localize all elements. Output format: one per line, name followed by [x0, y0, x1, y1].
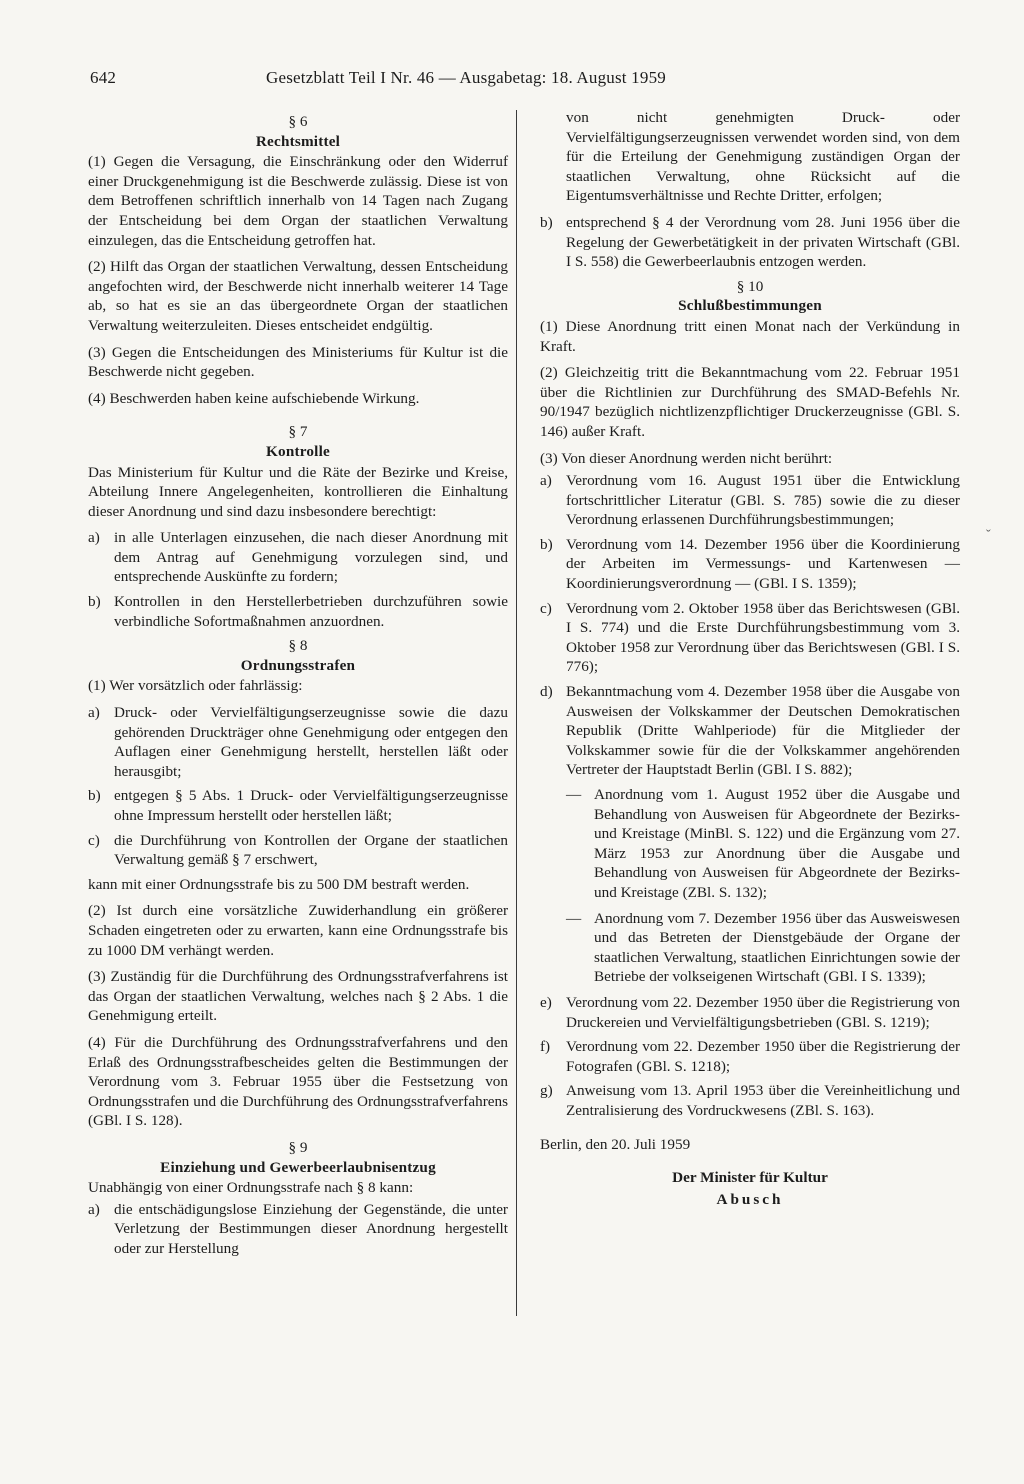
column-divider [516, 110, 517, 1316]
paragraph: (3) Gegen die Entscheidungen des Ministeriums für Kultur ist die Beschwerde nicht gegeben. [88, 343, 508, 381]
list-label: a) [540, 472, 552, 490]
list-item [88, 786, 508, 825]
paragraph: kann mit einer Ordnungsstrafe bis zu 500 DM bestraft werden. [88, 875, 470, 893]
list-item [88, 528, 508, 587]
list-item [540, 471, 960, 530]
list-item [88, 703, 508, 781]
list-item [88, 592, 508, 631]
list-text: entsprechend § 4 der Verordnung vom 28. Juni 1956 über die Regelung der Gewerbetätigkeit in der privaten Wirtschaft (GBl. I S. 558) die Gewerbeerlaubnis entzogen werden. [566, 213, 960, 271]
list-text: Verordnung vom 16. August 1951 über die Entwicklung fortschrittlicher Literatur (GBl. S. 785) sowie die zu dieser Verordnung erlassenen Durchführungsbestimmungen; [566, 472, 960, 529]
gazette-title: Gesetzblatt Teil I Nr. 46 — Ausgabetag: 18. August 1959 [266, 68, 666, 87]
list-label: b) [88, 593, 101, 611]
margin-mark-icon: ˇ [986, 528, 991, 543]
right-column [540, 108, 960, 1209]
paragraph: (3) Zuständig für die Durchführung des Ordnungsstrafverfahrens ist das Organ der staatlichen Verwaltung, welches nach § 2 Abs. 1 die Genehmigung erteilt. [88, 968, 508, 1025]
list-text: Anordnung vom 1. August 1952 über die Ausgabe und Behandlung von Ausweisen für Abgeordnete der Bezirks- und Kreistage (MinBl. S. 122) und die Ergänzung vom 27. März 1953 zur Anordnung über die Ausgabe und Behandlung von Ausweisen für Abgeordnete der Bezirks- und Kreistage (ZBl. S. 132); [594, 786, 960, 901]
list-text: die Durchführung von Kontrollen der Organe der staatlichen Verwaltung gemäß § 7 erschwert, [114, 831, 508, 869]
list-item [540, 599, 960, 677]
list-item [540, 682, 960, 780]
list-text: Druck- oder Vervielfältigungserzeugnisse sowie die dazu gehörenden Druckträger ohne Genehmigung oder entgegen den Auflagen einer Genehmigung herstellt, herstellen läßt oder herausgibt; [114, 704, 508, 780]
list-text: Verordnung vom 22. Dezember 1950 über die Registrierung von Druckereien und Vervielfältigungsbetrieben (GBl. S. 1219); [566, 993, 960, 1031]
paragraph: (1) Gegen die Versagung, die Einschränkung oder den Widerruf einer Druckgenehmigung ist die Beschwerde zulässig. Diese ist von dem Betroffenen schriftlich innerhalb von 14 Tagen nach Zugang der Entscheidung bei dem Organ der staatlichen Verwaltung einzulegen, das die Entscheidung getroffen hat. [88, 153, 508, 249]
list-text: Verordnung vom 22. Dezember 1950 über die Registrierung der Fotografen (GBl. S. 1218); [566, 1038, 960, 1075]
list-item [540, 993, 960, 1032]
list-label: f) [540, 1038, 551, 1056]
list-item [88, 831, 508, 870]
dash-label: — [566, 786, 582, 803]
list-label: b) [540, 535, 553, 553]
list-label: b) [540, 213, 553, 231]
dash-label: — [566, 909, 582, 927]
paragraph: (1) Wer vorsätzlich oder fahrlässig: [88, 677, 303, 695]
list-text: Anweisung vom 13. April 1953 über die Vereinheitlichung und Zentralisierung des Vordruckwesens (ZBl. S. 163). [566, 1082, 960, 1119]
list-item [540, 1037, 960, 1076]
paragraph: (2) Hilft das Organ der staatlichen Verwaltung, dessen Entscheidung angefochten wird, der Beschwerde nicht innerhalb weiterer 14 Tage ab, so hat es sie an das übergeordnete Organ der staatlichen Verwaltung weiterzuleiten. Dieses entscheidet endgültig. [88, 258, 508, 334]
list-text: Anordnung vom 7. Dezember 1956 über das Ausweiswesen und das Betreten der Dienstgebäude der Organe der staatlichen Verwaltung, staatlichen Einrichtungen sowie der Betriebe der volkseigenen Wirtschaft (GBl. I S. 1339); [594, 909, 960, 986]
paragraph: (4) Beschwerden haben keine aufschiebende Wirkung. [88, 389, 420, 407]
list-label: b) [88, 787, 101, 805]
paragraph: (3) Von dieser Anordnung werden nicht berührt: [540, 449, 833, 467]
section-title: Schlußbestimmungen [678, 297, 822, 315]
list-label: d) [540, 683, 553, 701]
section-number: § 8 [288, 637, 308, 655]
list-text: in alle Unterlagen einzusehen, die nach dieser Anordnung mit dem Antrag auf Genehmigung vorzulegen sind, und entsprechende Auskünfte zu fordern; [114, 529, 508, 586]
section-number: § 6 [288, 113, 308, 130]
list-label: a) [88, 529, 100, 547]
list-item [540, 213, 960, 272]
paragraph: (2) Gleichzeitig tritt die Bekanntmachung vom 22. Februar 1951 über die Richtlinien zur Durchführung des SMAD-Befehls Nr. 90/1947 bezüglich nichtlizenzpflichtiger Druckerzeugnisse (GBl. S. 146) außer Kraft. [540, 364, 960, 440]
list-text: Verordnung vom 2. Oktober 1958 über das Berichtswesen (GBl. I S. 774) und die Erste Durchführungsbestimmung vom 3. Oktober 1958 zur Verordnung über das Berichtswesen (GBl. I S. 776); [566, 599, 960, 676]
section-title: Rechtsmittel [255, 132, 341, 150]
section-title: Kontrolle [266, 442, 330, 460]
section-title: Einziehung und Gewerbeerlaubnisentzug [160, 1158, 436, 1176]
sub-list-item [566, 909, 960, 987]
paragraph: Unabhängig von einer Ordnungsstrafe nach § 8 kann: [88, 1179, 414, 1197]
sub-list-item [566, 785, 960, 903]
list-label: a) [88, 704, 100, 722]
list-label: c) [88, 831, 100, 849]
list-text: Kontrollen in den Herstellerbetrieben durchzuführen sowie verbindliche Sofortmaßnahmen anzuordnen. [114, 593, 508, 630]
page-number: 642 [90, 68, 117, 87]
paragraph: (2) Ist durch eine vorsätzliche Zuwiderhandlung ein größerer Schaden eingetreten oder zu erwarten, kann eine Ordnungsstrafe bis zu 1000 DM verhängt werden. [88, 902, 508, 959]
list-item [88, 1200, 508, 1259]
list-item [540, 535, 960, 594]
paragraph: (4) Für die Durchführung des Ordnungsstrafverfahrens und den Erlaß des Ordnungsstrafbescheides gelten die Bestimmungen der Verordnung vom 3. Februar 1955 über die Festsetzung von Ordnungsstrafen und die Durchführung des Ordnungsstrafverfahrens (GBl. I S. 128). [88, 1033, 508, 1130]
section-number: § 10 [736, 277, 764, 295]
list-label: g) [540, 1082, 553, 1100]
paragraph: Das Ministerium für Kultur und die Räte der Bezirke und Kreise, Abteilung Innere Angelegenheiten, kontrollieren die Einhaltung dieser Anordnung und sind dazu insbesondere berechtigt: [88, 463, 508, 520]
list-label: a) [88, 1200, 100, 1218]
paragraph-continuation: von nicht genehmigten Druck- oder Vervielfältigungserzeugnissen verwendet worden sind, von dem für die Erteilung der Genehmigung zuständigen Organ der staatlichen Verwaltung, ohne Rücksicht auf die Eigentumsverhältnisse und Rechte Dritter, erfolgen; [566, 109, 960, 205]
list-label: e) [540, 993, 552, 1011]
list-text: die entschädigungslose Einziehung der Gegenstände, die unter Verletzung der Bestimmungen dieser Anordnung hergestellt oder zur Herstellung [114, 1200, 508, 1257]
signoff-date: Berlin, den 20. Juli 1959 [540, 1135, 691, 1153]
list-item [540, 1081, 960, 1120]
list-text: Bekanntmachung vom 4. Dezember 1958 über die Ausgabe von Ausweisen der Volkskammer der Deutschen Demokratischen Republik (Dritte Wahlperiode) für die Mitglieder der Volkskammer sowie für die der Volkskammer angehörenden Vertreter der Hauptstadt Berlin (GBl. I S. 882); [566, 683, 960, 779]
section-title: Ordnungsstrafen [240, 656, 356, 674]
minister-name: Abusch [716, 1190, 784, 1208]
paragraph: (1) Diese Anordnung tritt einen Monat nach der Verkündung in Kraft. [540, 317, 960, 355]
section-number: § 7 [288, 423, 308, 441]
minister-title: Der Minister für Kultur [672, 1169, 828, 1187]
list-text: Verordnung vom 14. Dezember 1956 über die Koordinierung der Arbeiten im Vermessungs- und Kartenwesen — Koordinierungsverordnung — (GBl. I S. 1359); [566, 535, 960, 593]
section-number: § 9 [288, 1138, 308, 1156]
list-text: entgegen § 5 Abs. 1 Druck- oder Vervielfältigungserzeugnisse ohne Impressum herstellt oder herstellen läßt; [114, 787, 508, 824]
list-label: c) [540, 599, 552, 617]
left-column [88, 108, 508, 1263]
